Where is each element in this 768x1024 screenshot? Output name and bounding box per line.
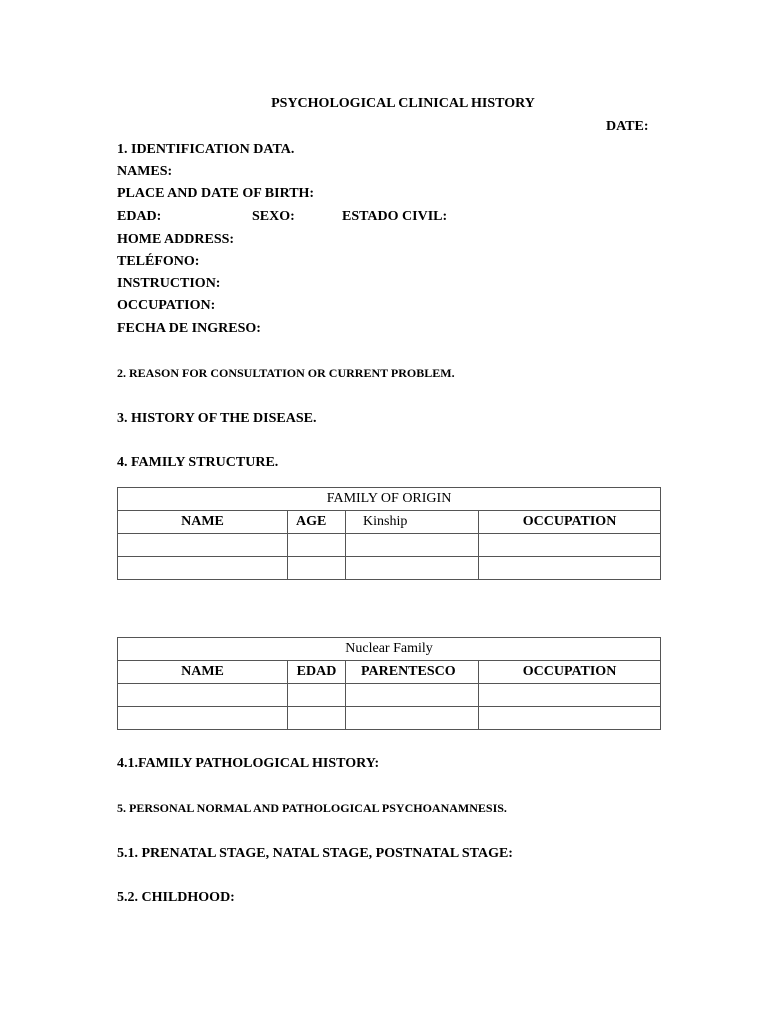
column-header: NAME — [118, 661, 288, 684]
table-row — [118, 534, 661, 557]
table-cell[interactable] — [479, 557, 661, 580]
nuclear-family-caption: Nuclear Family — [118, 638, 661, 661]
table-cell[interactable] — [479, 707, 661, 730]
nuclear-family-table — [117, 637, 661, 730]
table-row — [118, 684, 661, 707]
fecha-ingreso-label: FECHA DE INGRESO: — [117, 321, 261, 336]
table-caption-row — [118, 488, 661, 511]
table-cell[interactable] — [288, 684, 346, 707]
edad-label: EDAD: — [117, 209, 162, 224]
column-header: Kinship — [346, 511, 479, 534]
telefono-label: TELÉFONO: — [117, 254, 200, 269]
table-cell[interactable] — [288, 707, 346, 730]
table-cell[interactable] — [118, 557, 288, 580]
column-header: EDAD — [288, 661, 346, 684]
birth-label: PLACE AND DATE OF BIRTH: — [117, 186, 315, 201]
instruction-label: INSTRUCTION: — [117, 276, 221, 291]
family-origin-caption: FAMILY OF ORIGIN — [118, 488, 661, 511]
column-header: PARENTESCO — [346, 661, 479, 684]
table-caption-row — [118, 638, 661, 661]
reason-heading: 2. REASON FOR CONSULTATION OR CURRENT PROBLEM. — [117, 366, 455, 380]
table-row — [118, 707, 661, 730]
column-header: NAME — [118, 511, 288, 534]
column-header: OCCUPATION — [479, 661, 661, 684]
psychoanamnesis-heading: 5. PERSONAL NORMAL AND PATHOLOGICAL PSYCHOANAMNESIS. — [117, 801, 507, 815]
identification-heading: 1. IDENTIFICATION DATA. — [117, 142, 295, 157]
page-title: PSYCHOLOGICAL CLINICAL HISTORY — [271, 96, 535, 111]
table-cell[interactable] — [479, 684, 661, 707]
childhood-heading: 5.2. CHILDHOOD: — [117, 890, 235, 905]
table-cell[interactable] — [479, 534, 661, 557]
table-cell[interactable] — [346, 534, 479, 557]
table-cell[interactable] — [288, 557, 346, 580]
estado-civil-label: ESTADO CIVIL: — [342, 209, 448, 224]
table-cell[interactable] — [118, 534, 288, 557]
table-row — [118, 557, 661, 580]
names-label: NAMES: — [117, 164, 173, 179]
column-header: AGE — [288, 511, 346, 534]
date-label: DATE: — [606, 119, 649, 134]
table-cell[interactable] — [288, 534, 346, 557]
table-cell[interactable] — [118, 707, 288, 730]
table-cell[interactable] — [346, 557, 479, 580]
address-label: HOME ADDRESS: — [117, 232, 235, 247]
history-heading: 3. HISTORY OF THE DISEASE. — [117, 411, 317, 426]
occupation-label: OCCUPATION: — [117, 298, 216, 313]
column-header: OCCUPATION — [479, 511, 661, 534]
sexo-label: SEXO: — [252, 209, 295, 224]
prenatal-heading: 5.1. PRENATAL STAGE, NATAL STAGE, POSTNATAL STAGE: — [117, 846, 513, 861]
table-header-row — [118, 661, 661, 684]
family-origin-table — [117, 487, 661, 580]
family-pathological-heading: 4.1.FAMILY PATHOLOGICAL HISTORY: — [117, 756, 380, 771]
table-header-row — [118, 511, 661, 534]
table-cell[interactable] — [346, 707, 479, 730]
table-cell[interactable] — [118, 684, 288, 707]
family-structure-heading: 4. FAMILY STRUCTURE. — [117, 455, 279, 470]
table-cell[interactable] — [346, 684, 479, 707]
